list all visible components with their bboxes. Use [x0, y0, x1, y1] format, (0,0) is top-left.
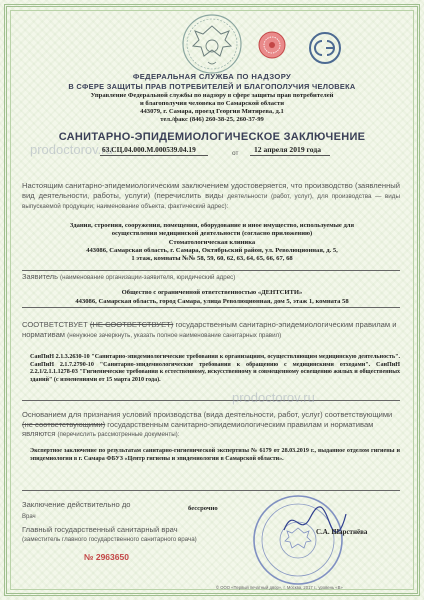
- applicant-label-text: Заявитель: [22, 272, 58, 281]
- basis-text2: государственным санитарно-эпидемиологическим правилам и нормативам являются: [22, 419, 374, 439]
- applicant-name: Общество с ограниченной ответственностью «ДЕНТСИТИ»: [121, 289, 303, 296]
- watermark-middle: prodoctorov.ru: [232, 390, 315, 405]
- divider: [22, 270, 400, 271]
- validity-value: бессрочно: [188, 505, 218, 512]
- object-line1: Здания, строения, сооружения, помещения, оборудование и иное имущество, используемые для: [69, 222, 355, 229]
- agency-name-line1: ФЕДЕРАЛЬНАЯ СЛУЖБА ПО НАДЗОРУ: [132, 72, 292, 81]
- divider: [22, 307, 400, 308]
- se-logo-icon: [307, 30, 343, 66]
- object-line5: 1 этаж, комнаты №№ 58, 59, 60, 62, 63, 64, 65, 66, 67, 68: [131, 255, 293, 262]
- office-address: 443079, г. Самара, проезд Георгия Митирева, д.1: [140, 108, 284, 115]
- basis-statement: [22, 410, 400, 440]
- chief-deputy-title: (заместитель главного государственного санитарного врача): [22, 536, 197, 543]
- object-line4: 443086, Самарская область, г. Самара, Октябрьский район, ул. Революционная, д. 5,: [86, 247, 338, 254]
- intro-text: Настоящим санитарно-эпидемиологическим заключением удостоверяется, что производство (заявленный вид деятельности, работы, услуги) (перечислить виды: [22, 181, 400, 200]
- signer-name: С.А. Шарстнёва: [316, 528, 368, 536]
- object-line2: осуществления медицинской деятельности (согласно приложению): [111, 230, 313, 237]
- document-number: 63.СЦ.04.000.М.000539.04.19: [102, 145, 196, 154]
- agency-name-line2: В СФЕРЕ ЗАЩИТЫ ПРАВ ПОТРЕБИТЕЛЕЙ И БЛАГОПОЛУЧИЯ ЧЕЛОВЕКА: [68, 82, 356, 91]
- from-label: от: [232, 150, 239, 157]
- expert-conclusion: Экспертное заключение по результатам санитарно-гигиенической экспертизы № 6179 от 28.03.2019 г., выданное отделом гигиены и эпидемиологии в г. Самара ФБУЗ «Центр гигиены и эпидемиологии в Самарской области».: [30, 448, 400, 462]
- conform-word: СООТВЕТСТВУЕТ: [22, 320, 88, 329]
- state-emblem-icon: [175, 10, 249, 78]
- chief-title: Главный государственный санитарный врач: [22, 525, 178, 534]
- office-phone: тел./факс (846) 260-38-25, 260-37-99: [160, 116, 264, 123]
- number-underline: [100, 155, 208, 156]
- conformity-rest: государственным санитарно-эпидемиологическим правилам и нормативам: [22, 320, 397, 339]
- office-line2: и благополучия человека по Самарской области: [139, 100, 285, 107]
- basis-small: (перечислить рассмотренные документы):: [57, 431, 180, 439]
- applicant-address: 443086, Самарская область, город Самара, улица Революционная, дом 5, этаж 1, комната 58: [75, 298, 349, 305]
- office-line1: Управление Федеральной службы по надзору в сфере защиты прав потребителей: [90, 92, 334, 99]
- printer-credit: © ООО «Первый печатный двор», г. Москва, 2017 г., уровень «В»: [216, 585, 343, 590]
- date-underline: [250, 155, 330, 156]
- intro-text-small: деятельности (работ, услуг), для производства — виды выпускаемой продукции; наименование объекта, фактический адрес):: [22, 192, 400, 210]
- hologram-stamp-icon: [257, 30, 287, 60]
- divider: [22, 490, 400, 491]
- applicant-label: [22, 272, 235, 281]
- norms-list: СанПиН 2.1.3.2630-10 "Санитарно-эпидемиологические требования к организациям, осуществляющим медицинскую деятельность". СанПиН 2.1.7.2790-10 "Санитарно-эпидемиологические требования к обращению с медицинскими отходами". СанПиН 2.2.1/2.1.1.1278-03 "Гигиенические требования к естественному, искусственному и совмещенному освещению жилых и общественных зданий" (с изменениями от 15 марта 2010 года).: [30, 354, 400, 383]
- watermark-top: prodoctorov.ru: [30, 142, 113, 157]
- divider: [22, 400, 400, 401]
- conformity-note: (ненужное зачеркнуть, указать полное наименование санитарных правил): [67, 331, 282, 339]
- serial-number: № 2963650: [84, 552, 129, 562]
- applicant-label-small: (наименование организации-заявителя, юридический адрес): [60, 274, 236, 281]
- vrach-label: Врач: [22, 514, 36, 520]
- basis-text1: Основанием для признания условий производства (вида деятельности, работ, услуг) соответствующими: [22, 410, 393, 419]
- conformity-statement: [22, 320, 400, 340]
- basis-strike: (не соответствующими): [22, 419, 106, 429]
- not-conform-word: (НЕ СООТВЕТСТВУЕТ): [89, 320, 174, 329]
- document-title: САНИТАРНО-ЭПИДЕМИОЛОГИЧЕСКОЕ ЗАКЛЮЧЕНИЕ: [58, 131, 366, 143]
- object-line3: Стоматологическая клиника: [168, 239, 256, 246]
- intro-paragraph: [22, 181, 400, 211]
- document-date: 12 апреля 2019 года: [254, 145, 321, 154]
- validity-label: Заключение действительно до: [22, 500, 131, 509]
